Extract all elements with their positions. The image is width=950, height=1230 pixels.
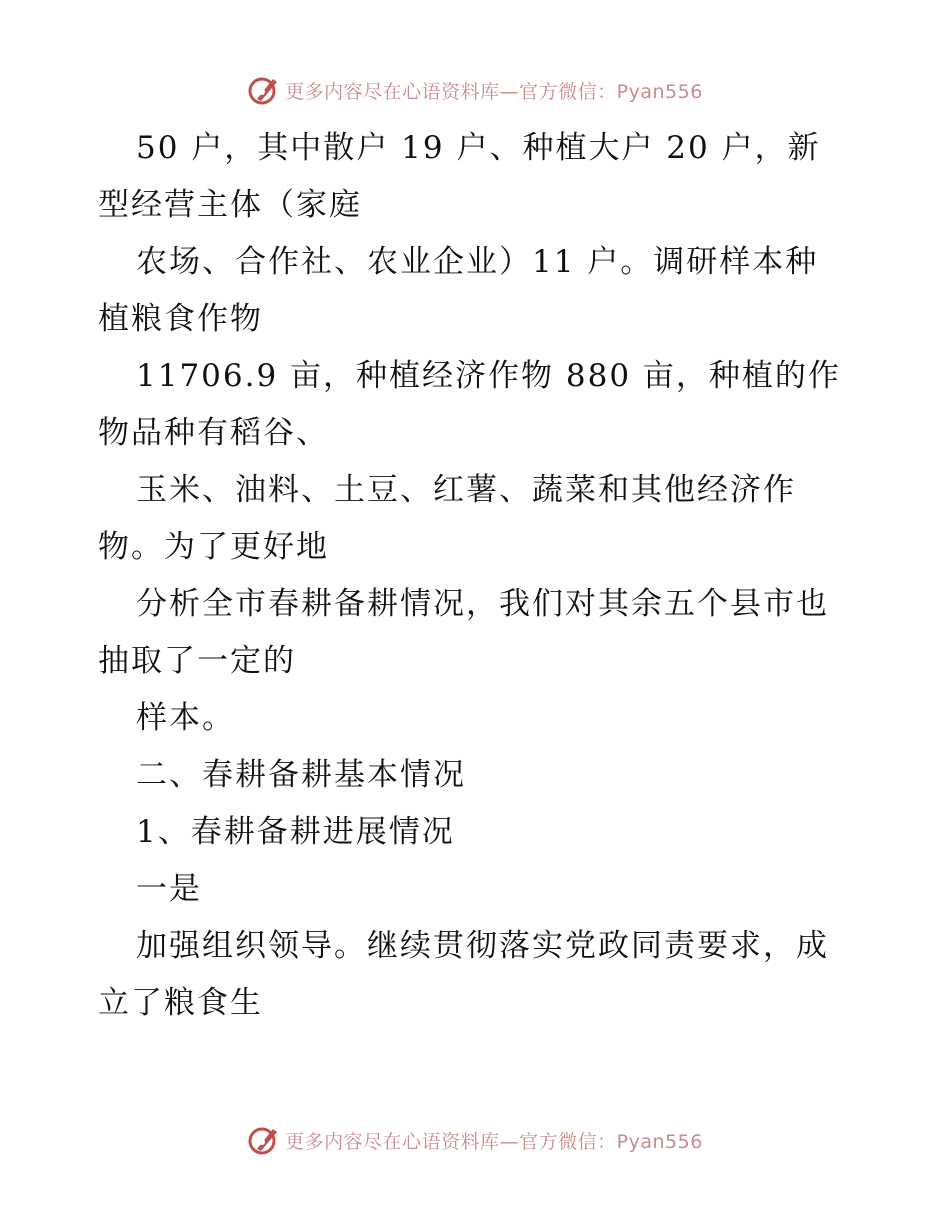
document-body (98, 120, 858, 1032)
body-line: 型经营主体（家庭 (98, 187, 362, 223)
body-line: 农场、合作社、农业企业）11 户。调研样本种 (136, 244, 819, 280)
header-watermark-text: 更多内容尽在心语资料库—官方微信：Pyan556 (285, 80, 703, 103)
header-watermark (0, 70, 950, 110)
body-line: 物品种有稻谷、 (98, 415, 329, 451)
body-line: 物。为了更好地 (98, 529, 329, 565)
section-heading: 二、春耕备耕基本情况 (136, 757, 466, 793)
body-line: 样本。 (136, 700, 235, 736)
body-line: 分析全市春耕备耕情况，我们对其余五个县市也 (136, 586, 829, 622)
body-line: 玉米、油料、土豆、红薯、蔬菜和其他经济作 (136, 472, 796, 508)
body-line: 植粮食作物 (98, 301, 263, 337)
body-line: 一是 (136, 871, 202, 907)
pen-nib-logo-icon (247, 73, 281, 107)
body-line: 11706.9 亩，种植经济作物 880 亩，种植的作 (136, 358, 841, 394)
pen-nib-logo-icon (247, 1123, 281, 1157)
body-line: 抽取了一定的 (98, 643, 296, 679)
subsection-heading: 1、春耕备耕进展情况 (136, 814, 455, 850)
body-line: 50 户，其中散户 19 户、种植大户 20 户，新 (136, 130, 821, 166)
body-line: 加强组织领导。继续贯彻落实党政同责要求，成 (136, 928, 829, 964)
footer-watermark-text: 更多内容尽在心语资料库—官方微信：Pyan556 (285, 1130, 703, 1153)
footer-watermark (0, 1120, 950, 1160)
body-line: 立了粮食生 (98, 985, 263, 1021)
